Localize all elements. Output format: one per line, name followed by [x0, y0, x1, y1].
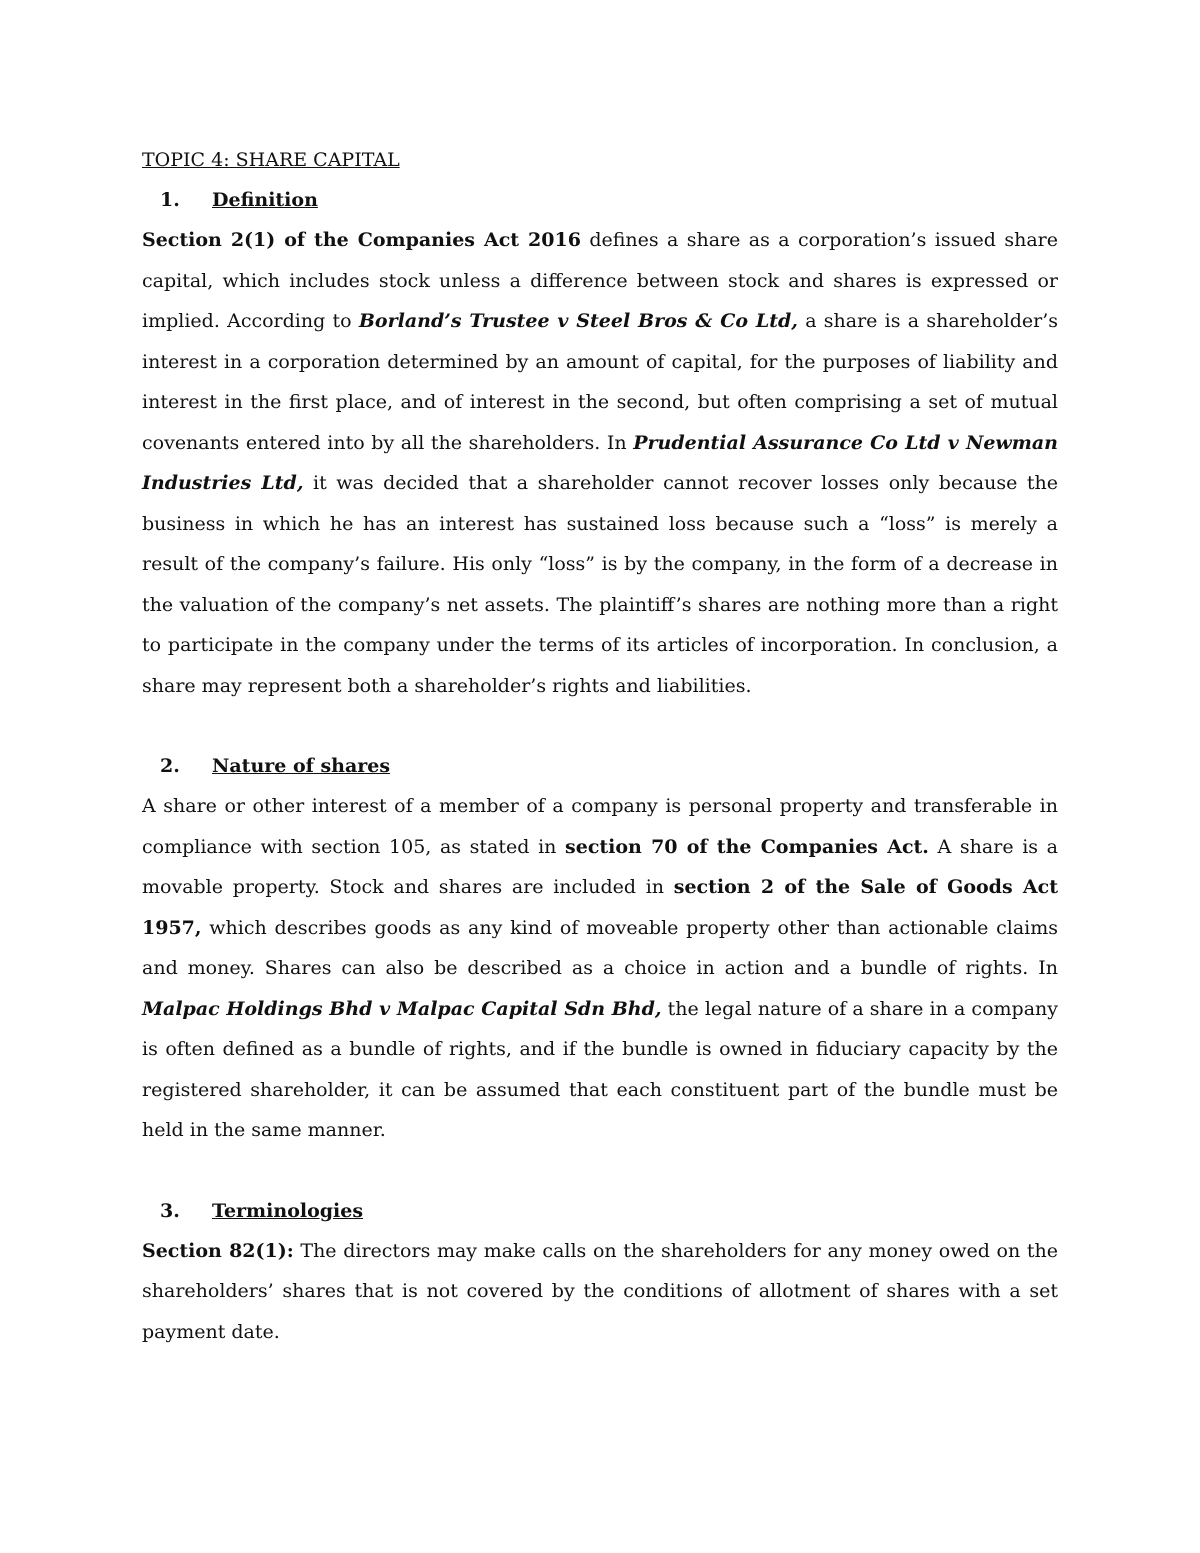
text-run: A share is a movable property. Stock and shares are included in	[142, 835, 1058, 898]
section-number: 3.	[160, 1199, 180, 1222]
document-title: TOPIC 4: SHARE CAPITAL	[142, 149, 400, 171]
section-title: Terminologies	[212, 1199, 364, 1222]
case-name: Malpac Holdings Bhd v Malpac Capital Sdn Bhd,	[142, 997, 662, 1020]
section-paragraph	[142, 786, 1058, 1151]
case-name: Borland’s Trustee v Steel Bros & Co Ltd,	[358, 310, 798, 332]
section-definition	[142, 180, 1058, 706]
section-paragraph	[142, 220, 1058, 706]
spacer	[142, 706, 1058, 746]
section-heading	[142, 746, 1058, 786]
section-nature-of-shares	[142, 746, 1058, 1151]
spacer	[142, 1151, 1058, 1191]
text-run: Section 82(1):	[142, 1239, 294, 1262]
section-heading	[142, 180, 1058, 220]
text-run: a share is a shareholder’s interest in a corporation determined by an amount of capital, for the purposes of liability and interest in the first place, and of interest in the second, but often comprising a set of mutual covenants entered into by all the shareholders. In	[142, 310, 1059, 454]
case-name: Prudential Assurance Co Ltd v Newman Industries Ltd,	[142, 431, 1058, 494]
text-run: section 70 of the Companies Act.	[565, 835, 929, 858]
text-run: section 2 of the Sale of Goods Act 1957,	[142, 876, 1059, 939]
text-run: Section 2(1) of the Companies Act 2016	[142, 229, 581, 251]
section-number: 1.	[160, 189, 180, 211]
section-terminologies	[142, 1191, 1058, 1353]
text-run: the legal nature of a share in a company is often defined as a bundle of rights, and if the bundle is owned in fiduciary capacity by the registered shareholder, it can be assumed that each constituent part of the bundle must be held in the same manner.	[142, 997, 1058, 1141]
text-run: which describes goods as any kind of moveable property other than actionable claims and money. Shares can also be described as a choice in action and a bundle of rights. In	[142, 916, 1058, 979]
section-paragraph	[142, 1231, 1058, 1353]
text-run: The directors may make calls on the shareholders for any money owed on the shareholders’ shares that is not covered by the conditions of allotment of shares with a set payment date.	[142, 1239, 1058, 1343]
text-run: it was decided that a shareholder cannot recover losses only because the business in which he has an interest has sustained loss because such a “loss” is merely a result of the company’s failure. His only “loss” is by the company, in the form of a decrease in the valuation of the company’s net assets. The plaintiff’s shares are nothing more than a right to participate in the company under the terms of its articles of incorporation. In conclusion, a share may represent both a shareholder’s rights and liabilities.	[142, 472, 1058, 697]
section-title: Nature of shares	[212, 755, 391, 777]
text-run: A share or other interest of a member of a company is personal property and transferable in compliance with section 105, as stated in	[142, 795, 1058, 858]
text-run: defines a share as a corporation’s issued share capital, which includes stock unless a difference between stock and shares is expressed or implied. According to	[142, 229, 1058, 332]
section-heading	[142, 1191, 1058, 1231]
section-title: Definition	[212, 189, 318, 211]
section-number: 2.	[160, 755, 180, 777]
